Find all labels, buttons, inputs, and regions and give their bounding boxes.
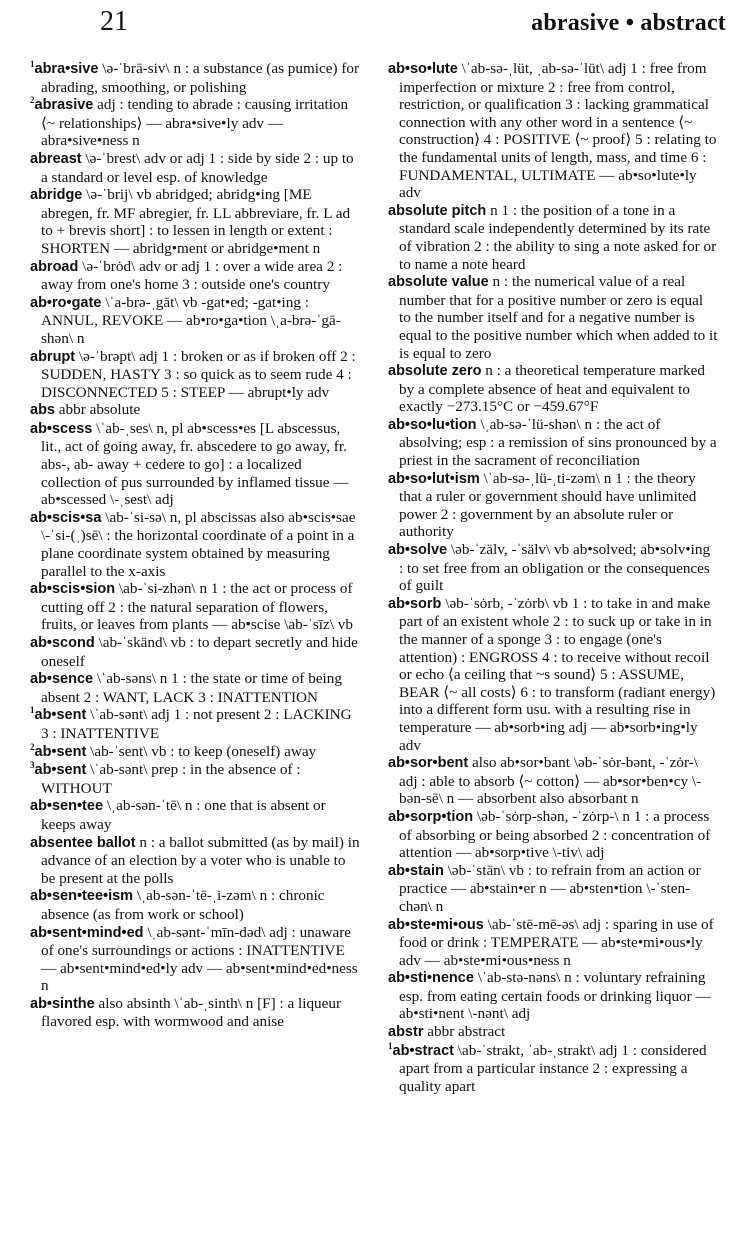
entry-definition: \ab-ˈstrakt, ˈab-ˌstrakt\ adj 1 : considered apart from a particular instance 2 : expressing a quality apart [399, 1041, 707, 1095]
entry-definition: \ˈab-sə-ˌlüt, ˌab-sə-ˈlüt\ adj 1 : free from imperfection or mixture 2 : free from control, restriction, or qualification 3 : lacking grammatical connection with any other word in a sentence ⟨~ construction⟩ 4 : POSITIVE ⟨~ proof⟩ 5 : relating to the fundamental units of length, mass, and time 6 : FUNDAMENTAL, ULTIMATE — ab•so•lute•ly adv [399, 60, 717, 202]
entry-definition: adj : tending to abrade : causing irritation ⟨~ relationships⟩ — abra•sive•ly adv — abra•sive•ness n [41, 96, 349, 150]
dictionary-entry [388, 862, 718, 916]
entry-headword: ab•sence [30, 671, 94, 688]
page-header [100, 6, 726, 52]
entry-headword: ab•sti•nence [388, 970, 474, 987]
dictionary-entry [30, 743, 360, 762]
left-column [30, 60, 360, 1250]
entry-headword: abrasive [34, 97, 94, 114]
entry-headword: absentee ballot [30, 834, 136, 851]
entry-definition: abbr absolute [55, 401, 141, 419]
dictionary-entry [30, 96, 360, 150]
dictionary-entry [30, 186, 360, 257]
dictionary-entry [30, 258, 360, 294]
entry-definition: \ˈab-ˌses\ n, pl ab•scess•es [L abscessus, lit., act of going away, fr. abscedere to go away, fr. abs-, ab- away + cedere to go] : a localized collection of pus surrounded by inflamed tissue — ab•scessed \-ˌsest\ adj [41, 419, 349, 509]
entry-headword: ab•scond [30, 635, 95, 651]
entry-definition: \ˈab-sə-ˌlü-ˌti-zəm\ n 1 : the theory that a ruler or government should have unlimited power 2 : government by an absolute ruler or authority [399, 469, 697, 541]
dictionary-entry [388, 470, 718, 541]
dictionary-entry [388, 202, 718, 273]
entry-definition: \ˈa-brə-ˌgāt\ vb -gat•ed; -gat•ing : ANNUL, REVOKE — ab•ro•ga•tion \ˌa-brə-ˈgā-shən\ n [41, 293, 341, 347]
entry-headword: ab•sen•tee•ism [30, 888, 134, 905]
entry-definition: n : the numerical value of a real number that for a positive number or zero is equal to the number itself and for a negative number is equal to the positive number which when added to it is equal to zero [399, 273, 718, 362]
entry-definition: \ˈab-sənt\ adj 1 : not present 2 : LACKING 3 : INATTENTIVE [41, 706, 352, 742]
entry-definition: \ˌab-sən-ˈtē-ˌi-zəm\ n : chronic absence (as from work or school) [41, 887, 325, 923]
entry-definition: \əb-ˈstān\ vb : to refrain from an action or practice — ab•stain•er n — ab•sten•tion \-ˈsten-chən\ n [399, 861, 701, 915]
entry-definition: also absinth \ˈab-ˌsinth\ n [F] : a liqueur flavored esp. with wormwood and anise [41, 994, 342, 1031]
dictionary-entry [30, 761, 360, 797]
entry-definition: \ab-ˈsent\ vb : to keep (oneself) away [86, 742, 317, 760]
dictionary-entry [30, 401, 360, 420]
dictionary-entry [388, 969, 718, 1023]
dictionary-entry [30, 60, 360, 96]
dictionary-entry [30, 887, 360, 923]
entry-definition: abbr abstract [423, 1023, 506, 1041]
entry-headword: ab•sent•mind•ed [30, 924, 144, 941]
entry-definition: \ˌab-sən-ˈtē\ n : one that is absent or keeps away [41, 797, 326, 833]
entry-definition: \ə-ˈbrəpt\ adj 1 : broken or as if broken off 2 : SUDDEN, HASTY 3 : so quick as to seem rude 4 : DISCONNECTED 5 : STEEP — abrupt•ly adv [41, 347, 356, 401]
entry-definition: \ˌab-sənt-ˈmīn-dəd\ adj : unaware of one's surroundings or actions : INATTENTIVE — ab•sent•mind•ed•ly adv — ab•sent•mind•ed•ness n [41, 923, 358, 995]
dictionary-entry [388, 1042, 718, 1096]
homograph-number: 1 [30, 705, 35, 716]
entry-headword: abra•sive [34, 61, 99, 77]
entry-headword: ab•sinthe [30, 995, 95, 1012]
entry-headword: absolute zero [388, 363, 482, 380]
entry-headword: ab•so•lut•ism [388, 470, 480, 487]
entry-definition: \ə-ˈbrȯd\ adv or adj 1 : over a wide area 2 : away from one's home 3 : outside one's country [41, 257, 343, 294]
entry-definition: n : a theoretical temperature marked by a complete absence of heat and equivalent to exactly −273.15°C or −459.67°F [399, 362, 705, 416]
guide-words: abrasive • abstract [531, 10, 726, 36]
entry-headword: ab•ro•gate [30, 294, 102, 311]
entry-headword: ab•sen•tee [30, 798, 104, 815]
dictionary-entry [388, 808, 718, 862]
entry-headword: abroad [30, 258, 79, 275]
entry-headword: abs [30, 402, 55, 419]
dictionary-entry [388, 60, 718, 202]
entry-definition: \əb-ˈsȯrp-shən, -ˈzȯrp-\ n 1 : a process of absorbing or being absorbed 2 : concentration of attention — ab•sorp•tive \-tiv\ adj [399, 807, 711, 862]
entry-definition: n 1 : the position of a tone in a standard scale independently determined by its rate of vibration 2 : the ability to sing a note asked for or to name a note heard [399, 201, 717, 273]
entry-headword: ab•sent [34, 707, 87, 724]
dictionary-entry [30, 348, 360, 402]
dictionary-entry [30, 580, 360, 634]
homograph-number: 2 [30, 741, 35, 752]
entry-definition: \ab-ˈsi-zhən\ n 1 : the act or process of cutting off 2 : the natural separation of flowers, fruits, or leaves from plants — ab•scise \ab-ˈsīz\ vb [41, 580, 353, 634]
dictionary-entry [388, 416, 718, 470]
entry-headword: abrupt [30, 348, 76, 365]
dictionary-entry [30, 420, 360, 509]
homograph-number: 1 [30, 60, 35, 69]
entry-headword: abstr [388, 1024, 424, 1041]
homograph-number: 1 [388, 1040, 393, 1051]
entry-definition: n : a ballot submitted (as by mail) in advance of an election by a voter who is unable to be present at the polls [41, 833, 360, 887]
entry-definition: \ə-ˈbrij\ vb abridged; abridg•ing [ME abregen, fr. MF abregier, fr. LL abbreviare, fr. L ad to + brevis short] : to lessen in length or extent : SHORTEN — abridg•ment or abridge•ment n [41, 186, 351, 257]
homograph-number: 2 [30, 95, 35, 106]
entry-headword: ab•sorp•tion [388, 808, 474, 825]
entry-headword: ab•sor•bent [388, 755, 469, 772]
dictionary-entry [30, 924, 360, 995]
dictionary-entry [388, 273, 718, 362]
dictionary-entry [388, 595, 718, 754]
entry-definition: \ə-ˈbrā-siv\ n : a substance (as pumice) for abrading, smoothing, or polishing [41, 60, 360, 96]
entry-headword: ab•sorb [388, 595, 442, 612]
entry-definition: \ˈab-stə-nəns\ n : voluntary refraining esp. from eating certain foods or drinking liquor — ab•sti•nent \-nənt\ adj [399, 969, 711, 1023]
entry-definition: \ab-ˈstē-mē-əs\ adj : sparing in use of food or drink : TEMPERATE — ab•ste•mi•ous•ly adv — ab•ste•mi•ous•ness n [399, 915, 714, 969]
entry-definition: \ˌab-sə-ˈlü-shən\ n : the act of absolving; esp : a remission of sins pronounced by a priest in the sacrament of reconciliation [399, 415, 717, 470]
homograph-number: 3 [30, 760, 35, 771]
dictionary-entry [388, 1023, 718, 1042]
dictionary-entry [30, 634, 360, 670]
entry-headword: absolute value [388, 274, 489, 291]
dictionary-entry [388, 754, 718, 808]
entry-headword: ab•ste•mi•ous [388, 916, 484, 933]
dictionary-entry [30, 995, 360, 1031]
dictionary-entry [30, 797, 360, 833]
entry-headword: ab•scis•sion [30, 581, 116, 598]
entry-headword: ab•so•lute [388, 61, 458, 77]
dictionary-entry [30, 834, 360, 888]
entry-headword: abridge [30, 187, 83, 204]
entry-headword: ab•stract [392, 1042, 454, 1059]
right-column [388, 60, 718, 1250]
entry-definition: \ab-ˈskänd\ vb : to depart secretly and hide oneself [41, 634, 358, 670]
entry-definition: \ˈab-səns\ n 1 : the state or time of being absent 2 : WANT, LACK 3 : INATTENTION [41, 670, 342, 706]
entry-headword: ab•scis•sa [30, 509, 102, 526]
entry-headword: ab•stain [388, 862, 444, 879]
entry-headword: abreast [30, 150, 82, 167]
entry-definition: also ab•sor•bant \əb-ˈsȯr-bənt, -ˈzȯr-\ adj : able to absorb ⟨~ cotton⟩ — ab•sor•ben•cy \-bən-sē\ n — absorbent also absorbant n [399, 754, 702, 808]
page-number: 21 [100, 6, 128, 37]
dictionary-entry [30, 150, 360, 186]
entry-definition: \əb-ˈsȯrb, -ˈzȯrb\ vb 1 : to take in and make part of an existent whole 2 : to suck up or take in in the manner of a sponge 3 : to engage (one's attention) : ENGROSS 4 : to receive without recoil or echo ⟨a ceiling that ~s sound⟩ 5 : ASSUME, BEAR ⟨~ all costs⟩ 6 : to transform (radiant energy) into a different form usu. with a resulting rise in temperature — ab•sorb•ing adj — ab•sorb•ing•ly adv [399, 594, 716, 754]
entry-headword: absolute pitch [388, 202, 487, 219]
entry-headword: ab•so•lu•tion [388, 416, 477, 433]
entry-definition: \ˈab-sənt\ prep : in the absence of : WITHOUT [41, 761, 301, 797]
dictionary-entry [388, 916, 718, 970]
dictionary-entry [30, 670, 360, 706]
dictionary-entry [30, 706, 360, 742]
entry-definition: \əb-ˈzälv, -ˈsälv\ vb ab•solved; ab•solv•ing : to set free from an obligation or the consequences of guilt [399, 541, 711, 595]
dictionary-entry [30, 294, 360, 348]
dictionary-entry [388, 541, 718, 595]
entry-headword: ab•sent [34, 762, 87, 779]
entry-headword: ab•solve [388, 542, 448, 559]
entry-definition: \ab-ˈsi-sə\ n, pl abscissas also ab•scis•sae \-ˈsi-(ˌ)sē\ : the horizontal coordinate of a point in a plane coordinate system obtained by measuring parallel to the x-axis [41, 508, 356, 580]
dictionary-entry [30, 509, 360, 580]
entry-headword: ab•scess [30, 420, 93, 437]
dictionary-entry [388, 362, 718, 416]
entry-definition: \ə-ˈbrest\ adv or adj 1 : side by side 2 : up to a standard or level esp. of knowledge [41, 149, 354, 186]
entry-headword: ab•sent [34, 743, 87, 760]
